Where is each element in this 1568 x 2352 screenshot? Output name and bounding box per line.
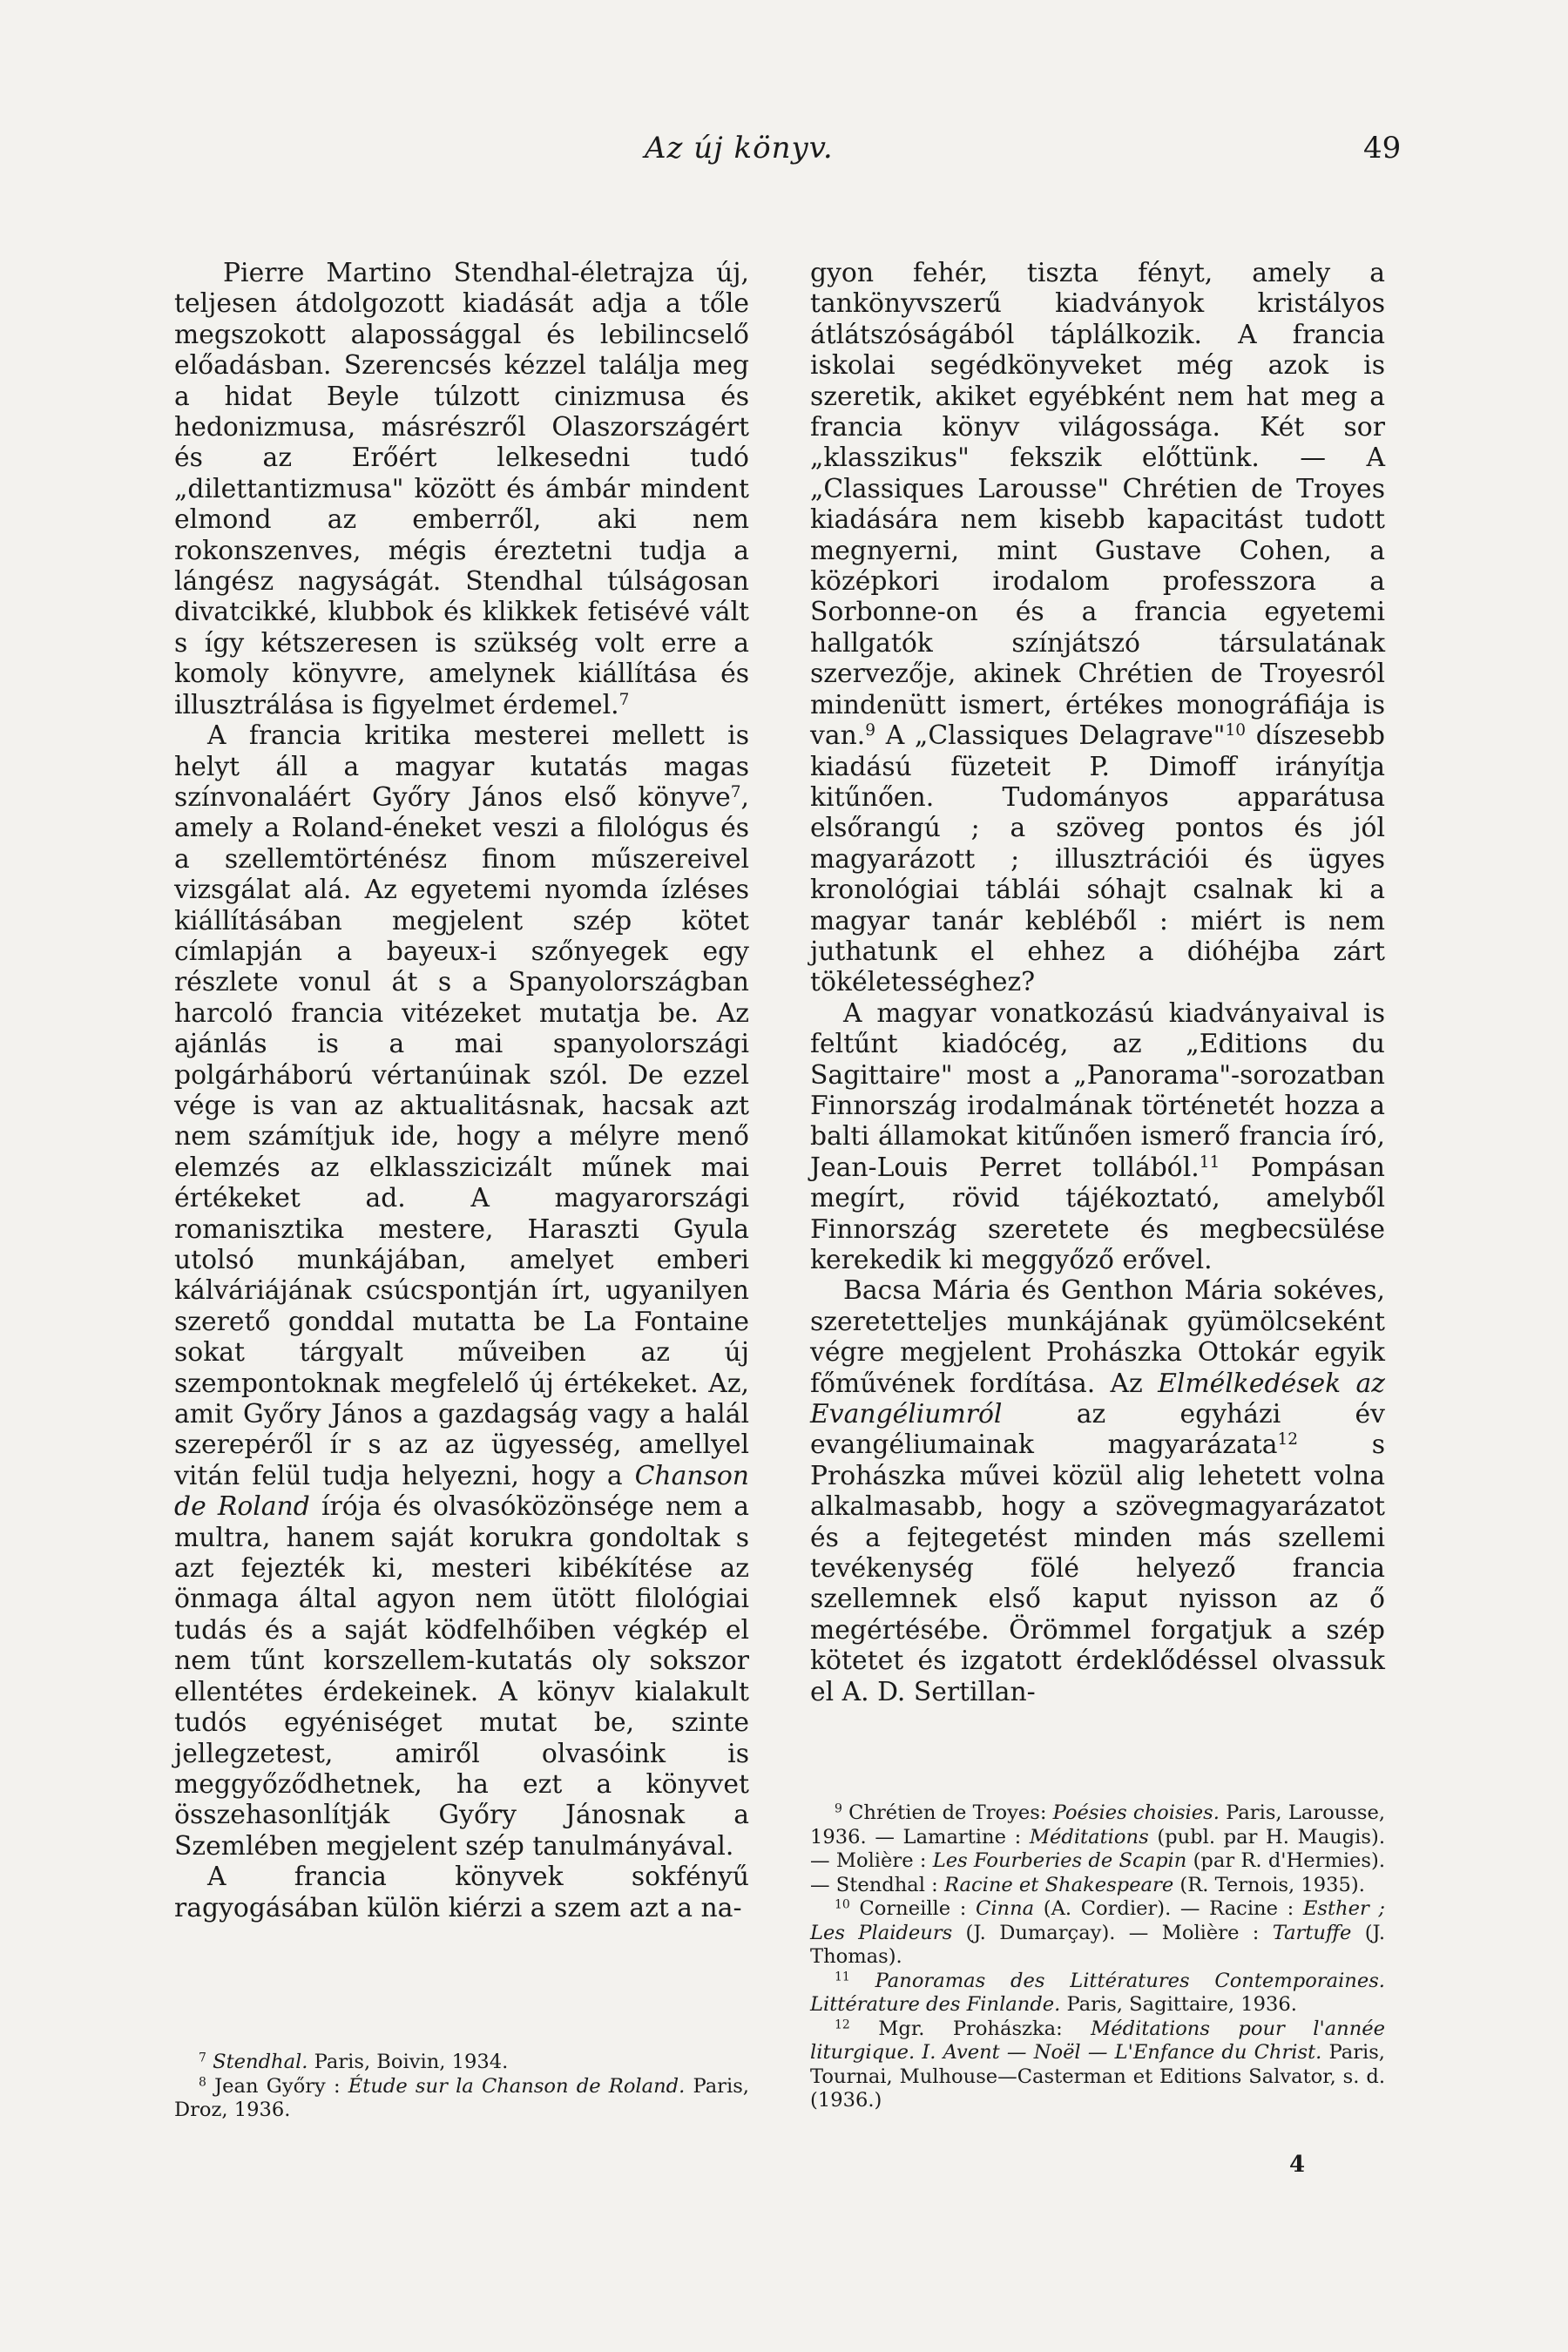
paragraph: Bacsa Mária és Genthon Mária sokéves, szeretetteljes munkájának gyümölcseként végre megjelent Prohászka Ottokár egyik főművének fordítása. Az Elmélkedések az Evangéliumról az egyházi év evangéliumainak magyarázata$^{12}$ s Prohászka művei közül alig lehetett volna alkalmasabb, hogy a szövegmagyarázatot és a fejtegetést minden más szellemi tevékenység fölé helyező francia szellemnek első kaput nyisson az ő megértésébe. Örömmel forgatjuk a szép kötetet és izgatott érdeklődéssel olvassuk el A. D. Sertillan- — [810, 1275, 1385, 1707]
footnote: $^{11}$ Panoramas des Littératures Contemporaines. Littérature des Finlande. Paris, Sagittaire, 1936. — [810, 1969, 1385, 2016]
footnote: $^8$ Jean Győry : Étude sur la Chanson de Roland. Paris, Droz, 1936. — [174, 2074, 749, 2121]
footnote-ref: 11 — [1199, 1152, 1220, 1172]
footnote-ref: 7 — [730, 782, 741, 801]
paragraph: A magyar vonatkozású kiadványaival is feltűnt kiadócég, az „Editions du Sagittaire" most a „Panorama"-sorozatban Finnország irodalmának történetét hozza a balti államokat kitűnően ismerő francia író, Jean-Louis Perret tollából.$^{11}$ Pompásan megírt, rövid tájékoztató, amelyből Finnország szeretete és megbecsülése kerekedik ki meggyőző erővel. — [810, 997, 1385, 1275]
footnotes-left — [174, 2051, 749, 2123]
paragraph: A francia könyvek sokfényű ragyogásában külön kiérzi a szem azt a na- — [174, 1862, 749, 1923]
footnotes-right — [810, 1801, 1385, 2113]
left-text-column — [174, 258, 749, 1923]
running-head-title: Az új könyv. — [645, 131, 834, 166]
footnote: $^9$ Chrétien de Troyes: Poésies choisies. Paris, Larousse, 1936. — Lamartine : Méditations (publ. par H. Maugis). — Molière : Les Fourberies de Scapin (par R. d'Hermies). — Stendhal : Racine et Shakespeare (R. Ternois, 1935). — [810, 1801, 1386, 1896]
footnote: $^{12}$ Mgr. Prohászka: Méditations pour l'année liturgique. I. Avent — Noël — L'Enfance du Christ. Paris, Tournai, Mulhouse—Casterman et Editions Salvator, s. d. (1936.) — [810, 2017, 1385, 2112]
italic-title: Elmélkedések az Evangéliumról — [810, 1368, 1385, 1430]
footnote-ref: 7 — [618, 690, 630, 709]
printer-signature-mark: 4 — [1289, 2152, 1306, 2178]
paragraph: A francia kritika mesterei mellett is helyt áll a magyar kutatás magas színvonaláért Győry János első könyve$^7$, amely a Roland-éneket veszi a filológus és a szellemtörténész finom műszereivel vizsgálat alá. Az egyetemi nyomda ízléses kiállításában megjelent szép kötet címlapján a bayeux-i szőnyegek egy részlete vonul át s a Spanyolországban harcoló francia vitézeket mutatja be. Az ajánlás is a mai spanyolországi polgárháború vértanúinak szól. De ezzel vége is van az aktualitásnak, hacsak azt nem számítjuk ide, hogy a mélyre menő elemzés az elklasszicizált műnek mai értékeket ad. A magyarországi romanisztika mestere, Haraszti Gyula utolsó munkájában, amelyet emberi kálváriájának csúcspontján írt, ugyanilyen szerető gonddal mutatta be La Fontaine sokat tárgyalt műveiben az új szempontoknak megfelelő új értékeket. Az, amit Győry János a gazdagság vagy a halál szerepéről ír s az az ügyesség, amellyel vitán felül tudja helyezni, hogy a Chanson de Roland írója és olvasóközönsége nem a multra, hanem saját korukra gondoltak s azt fejezték ki, mesteri kibékítése az önmaga által agyon nem ütött filológiai tudás és a saját ködfelhőiben végkép el nem tűnt korszellem-kutatás oly sokszor ellentétes érdekeinek. A könyv kialakult tudós egyéniséget mutat be, szinte jellegzetest, amiről olvasóink is meggyőződhetnek, ha ezt a könyvet összehasonlítják Győry Jánosnak a Szemlében megjelent szép tanulmányával. — [174, 720, 749, 1862]
italic-title: Chanson de Roland — [174, 1460, 749, 1523]
paragraph: Pierre Martino Stendhal-életrajza új, teljesen átdolgozott kiadását adja a tőle megszokott alapossággal és lebilincselő előadásban. Szerencsés kézzel találja meg a hidat Beyle túlzott cinizmusa és hedonizmusa, másrészről Olaszországért és az Erőért lelkesedni tudó „dilettantizmusa" között és ámbár mindent elmond az emberről, aki nem rokonszenves, mégis éreztetni tudja a lángész nagyságát. Stendhal túlságosan divatcikké, klubbok és klikkek fetisévé vált s így kétszeresen is szükség volt erre a komoly könyvre, amelynek kiállítása és illusztrálása is figyelmet érdemel.$^7$ — [174, 258, 749, 720]
footnote-ref: 10 — [1225, 720, 1247, 740]
paragraph: gyon fehér, tiszta fényt, amely a tankönyvszerű kiadványok kristályos átlátszóságából táplálkozik. A francia iskolai segédkönyveket még azok is szeretik, akiket egyébként nem hat meg a francia könyv világossága. Két sor „klasszikus" fekszik előttünk. — A „Classiques Larousse" Chrétien de Troyes kiadására nem kisebb kapacitást tudott megnyerni, mint Gustave Cohen, a középkori irodalom professzora a Sorbonne-on és a francia egyetemi hallgatók színjátszó társulatának szervezője, akinek Chrétien de Troyesról mindenütt ismert, értékes monográfiája is van.$^9$ A „Classiques Delagrave"$^{10}$ díszesebb kiadású füzeteit P. Dimoff irányítja kitűnően. Tudományos apparátusa elsőrangú ; a szöveg pontos és jól magyarázott ; illusztrációi és ügyes kronológiai táblái sóhajt csalnak ki a magyar tanár kebléből : miért is nem juthatunk el ehhez a dióhéjba zárt tökéletességhez? — [810, 258, 1385, 998]
footnote-ref: 9 — [865, 720, 876, 740]
footnote-ref: 12 — [1277, 1430, 1299, 1450]
footnote: $^7$ Stendhal. Paris, Boivin, 1934. — [199, 2051, 509, 2073]
footnote: $^{10}$ Corneille : Cinna (A. Cordier). — Racine : Esther ; Les Plaideurs (J. Dumarçay). — Molière : Tartuffe (J. Thomas). — [810, 1897, 1386, 1968]
right-text-column — [810, 258, 1385, 1707]
page-number: 49 — [1363, 131, 1402, 166]
